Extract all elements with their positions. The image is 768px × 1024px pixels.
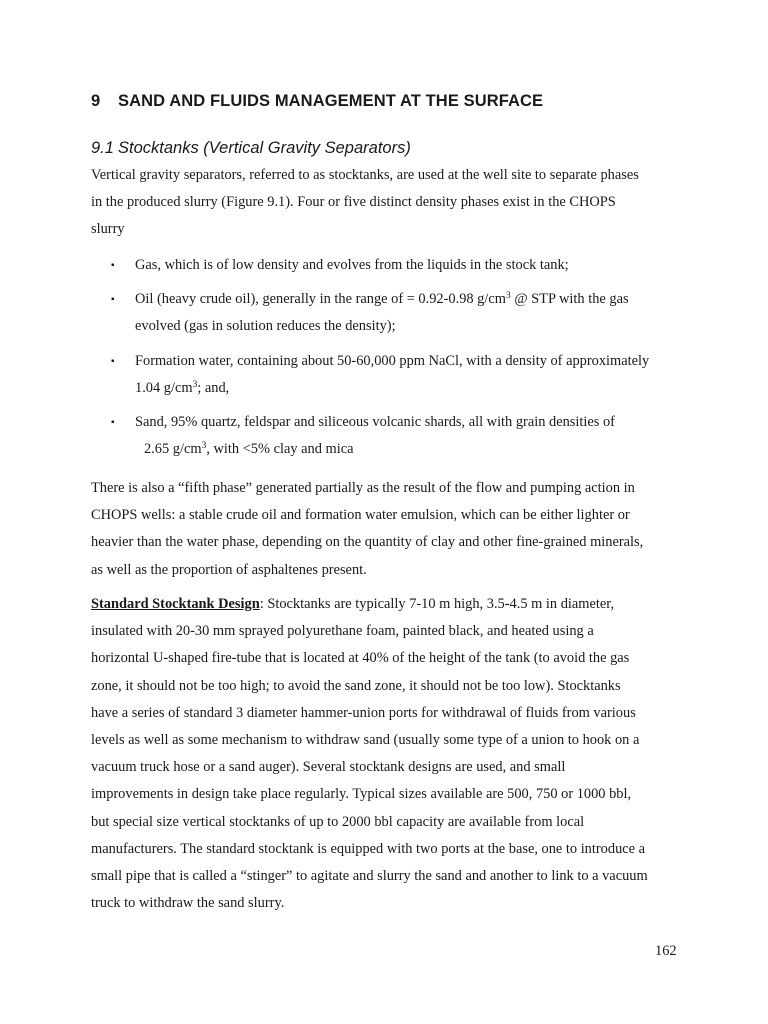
phase-list [91,252,691,470]
list-item-water [91,348,691,402]
superscript: 3 [201,441,207,452]
bullet-marker: ▪ [111,294,115,306]
list-item-gas [91,252,691,279]
paragraph-line: have a series of standard 3 diameter hammer-union ports for withdrawal of fluids from various [91,704,636,721]
list-item-text: 2.65 $g/cm^3$, with <5% clay and mica [144,441,354,458]
list-item-sand [91,409,691,463]
paragraph-line: improvements in design take place regularly. Typical sizes available are 500, 750 or 1000 bbl, [91,786,632,803]
section-heading [91,92,543,111]
fifth-phase-paragraph [91,475,691,584]
list-item-text: Formation water, containing about 50-60,000 ppm NaCl, with a density of approximately [135,352,650,369]
intro-line: Vertical gravity separators, referred to as stocktanks, are used at the well site to separate phases [91,167,639,183]
intro-line: slurry [91,221,125,238]
superscript: 3 [192,379,198,390]
paragraph-line: manufacturers. The standard stocktank is equipped with two ports at the base, one to introduce a [91,840,646,857]
paragraph-line: insulated with 20-30 mm sprayed polyurethane foam, painted black, and heated using a [91,623,594,640]
subsection-heading [91,139,411,158]
list-item-text: Gas, which is of low density and evolves from the liquids in the stock tank; [135,257,569,273]
list-item-text: evolved (gas in solution reduces the density); [135,318,396,335]
superscript: 3 [505,291,511,302]
paragraph-line: There is also a “fifth phase” generated partially as the result of the flow and pumping action in [91,480,635,496]
section-title: SAND AND FLUIDS MANAGEMENT AT THE SURFACE [118,92,544,110]
paragraph-line: vacuum truck hose or a sand auger). Several stocktank designs are used, and small [91,759,566,776]
subsection-number: 9.1 [91,139,114,157]
paragraph-line: as well as the proportion of asphaltenes present. [91,561,367,578]
intro-line: in the produced slurry (Figure 9.1). Four or five distinct density phases exist in the CHOPS [91,194,616,211]
paragraph-line: heavier than the water phase, depending on the quantity of clay and other fine-grained minerals, [91,534,644,551]
paragraph-line: small pipe that is called a “stinger” to agitate and slurry the sand and another to link to a vacuum [91,868,648,885]
list-item-text: 1.04 $g/cm^3$; and, [135,379,230,396]
paragraph-line: truck to withdraw the sand slurry. [91,895,285,912]
page-number: 162 [655,943,677,959]
section-number: 9 [91,92,101,110]
design-label: Standard Stocktank Design [91,596,260,612]
list-item-oil [91,286,691,340]
subsection-title: Stocktanks (Vertical Gravity Separators) [118,139,411,157]
paragraph-line: levels as well as some mechanism to withdraw sand (usually some type of a union to hook on a [91,732,640,749]
list-item-text: Oil (heavy crude oil), generally in the range of = 0.92-0.98 $g/cm^3$ @ STP with the gas [135,291,629,308]
intro-paragraph [91,162,691,244]
bullet-marker: ▪ [111,417,115,429]
bullet-marker: ▪ [111,355,115,367]
paragraph-line: Standard Stocktank Design: Stocktanks are typically 7-10 m high, 3.5-4.5 m in diameter, [91,596,615,612]
bullet-marker: ▪ [111,260,115,271]
paragraph-line: CHOPS wells: a stable crude oil and formation water emulsion, which can be either lighter or [91,507,630,524]
paragraph-line: zone, it should not be too high; to avoid the sand zone, it should not be too low). Stocktanks [91,677,621,694]
paragraph-line: but special size vertical stocktanks of up to 2000 bbl capacity are available from local [91,813,585,830]
stocktank-design-paragraph [91,591,691,917]
paragraph-line: horizontal U-shaped fire-tube that is located at 40% of the height of the tank (to avoid the gas [91,650,630,667]
list-item-text: Sand, 95% quartz, feldspar and siliceous volcanic shards, all with grain densities of [135,414,615,431]
